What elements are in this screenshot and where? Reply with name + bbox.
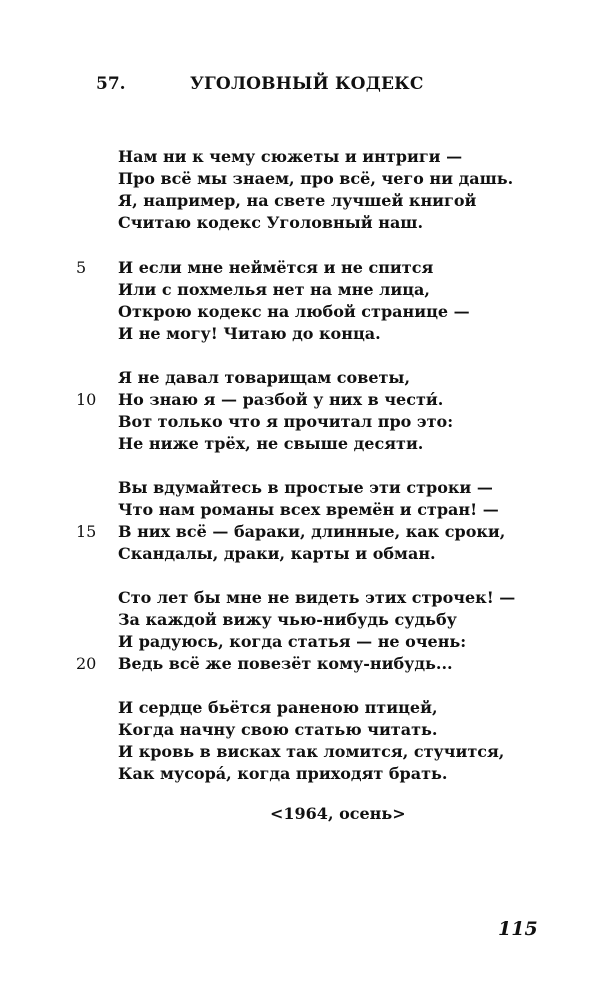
poem-number: 57. [96, 74, 126, 94]
poem-line [118, 190, 513, 212]
poem-line [76, 653, 515, 675]
line-text: Не ниже трёх, не свыше десяти. [118, 434, 424, 453]
poem-line [118, 719, 504, 741]
poem-line [118, 631, 515, 653]
stanza [76, 367, 454, 455]
stanza [118, 697, 504, 785]
poem-line [118, 279, 470, 301]
poem-line [118, 499, 505, 521]
line-text: И если мне неймётся и не спится [118, 258, 434, 277]
stanza [76, 587, 516, 675]
poem-line [118, 146, 513, 168]
line-text: Считаю кодекс Уголовный наш. [118, 213, 424, 232]
line-number: 20 [76, 654, 97, 673]
line-text: Сто лет бы мне не видеть этих строчек! — [118, 588, 516, 607]
line-text: Скандалы, драки, карты и обман. [118, 544, 436, 563]
line-text: Про всё мы знаем, про всё, чего ни дашь. [118, 169, 514, 188]
line-text: Когда начну свою статью читать. [118, 720, 438, 739]
poem-line [118, 411, 453, 433]
poem-line [118, 697, 504, 719]
poem-line [76, 257, 470, 279]
line-text: И сердце бьётся раненою птицей, [118, 698, 438, 717]
poem-line [118, 367, 453, 389]
poem-title: УГОЛОВНЫЙ КОДЕКС [190, 74, 424, 94]
line-text: Ведь всё же повезёт кому-нибудь... [118, 654, 453, 673]
stanza [76, 257, 470, 345]
poem-line [118, 543, 505, 565]
line-text: Открою кодекс на любой странице — [118, 302, 470, 321]
poem-line [118, 741, 504, 763]
stanza [118, 146, 513, 234]
line-text: За каждой вижу чью-нибудь судьбу [118, 610, 457, 629]
line-text: Или с похмелья нет на мне лица, [118, 280, 430, 299]
line-text: Я не давал товарищам советы, [118, 368, 411, 387]
poem-line [118, 433, 453, 455]
poem-line [118, 323, 470, 345]
line-number: 5 [76, 258, 87, 277]
poem-line [118, 763, 504, 785]
line-text: И радуюсь, когда статья — не очень: [118, 632, 467, 651]
poem-line [118, 212, 513, 234]
poem-line [118, 587, 515, 609]
line-text: Как мусора́, когда приходят брать. [118, 764, 448, 783]
stanza [76, 477, 506, 565]
poem-line [118, 168, 513, 190]
line-number: 10 [76, 390, 97, 409]
poem-line [76, 521, 506, 543]
poem-line [118, 477, 505, 499]
page-number: 115 [498, 918, 538, 940]
line-text: И кровь в висках так ломится, стучится, [118, 742, 505, 761]
poem-date: <1964, осень> [270, 804, 406, 823]
line-text: Что нам романы всех времён и стран! — [118, 500, 499, 519]
line-text: Но знаю я — разбой у них в чести́. [118, 390, 444, 409]
line-text: В них всё — бараки, длинные, как сроки, [118, 522, 506, 541]
line-text: Нам ни к чему сюжеты и интриги — [118, 147, 463, 166]
poem-line [118, 301, 470, 323]
line-number: 15 [76, 522, 97, 541]
poem-line [76, 389, 453, 411]
poem-line [118, 609, 515, 631]
line-text: Вот только что я прочитал про это: [118, 412, 454, 431]
line-text: Вы вдумайтесь в простые эти строки — [118, 478, 493, 497]
line-text: И не могу! Читаю до конца. [118, 324, 381, 343]
line-text: Я, например, на свете лучшей книгой [118, 191, 477, 210]
